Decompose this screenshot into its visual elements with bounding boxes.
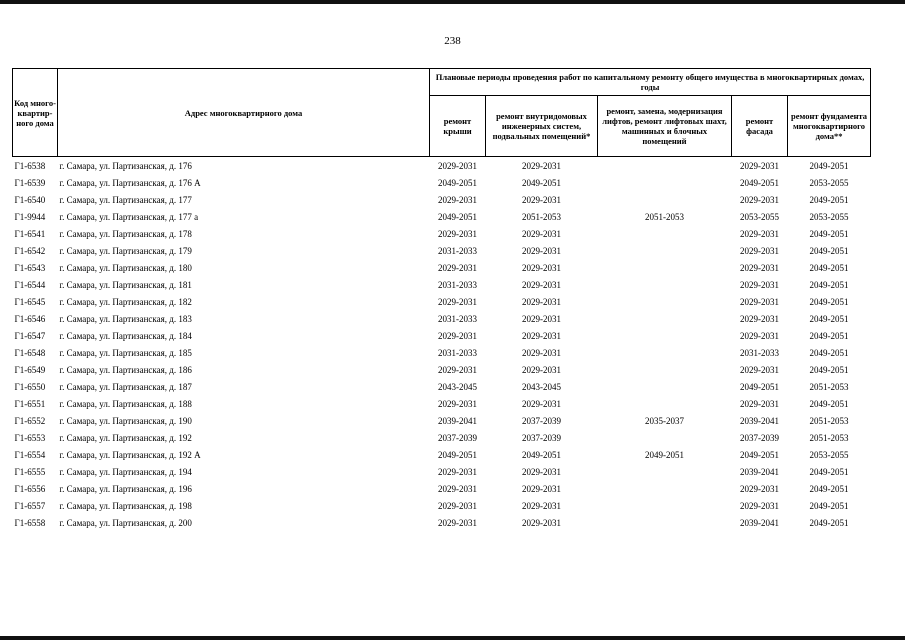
- cell-systems: 2029-2031: [522, 347, 561, 358]
- cell-roof: 2031-2033: [438, 313, 477, 324]
- cell-foundation: 2049-2051: [809, 347, 849, 358]
- cell-address: г. Самара, ул. Партизанская, д. 186: [59, 364, 192, 375]
- cell-roof: 2049-2051: [438, 211, 477, 222]
- cell-systems: 2029-2031: [522, 364, 561, 375]
- cell-foundation: 2053-2055: [809, 211, 849, 222]
- table-row: [13, 480, 871, 497]
- cell-roof: 2029-2031: [438, 364, 477, 375]
- cell-facade: 2029-2031: [740, 364, 779, 375]
- cell-elevators: [598, 276, 732, 293]
- cell-facade: 2029-2031: [740, 245, 779, 256]
- cell-facade: 2029-2031: [740, 296, 779, 307]
- cell-code: Г1-6542: [14, 245, 46, 256]
- cell-elevators: [598, 157, 732, 175]
- cell-address: г. Самара, ул. Партизанская, д. 182: [59, 296, 192, 307]
- cell-address: г. Самара, ул. Партизанская, д. 196: [59, 483, 192, 494]
- cell-address: г. Самара, ул. Партизанская, д. 178: [59, 228, 192, 239]
- cell-roof: 2029-2031: [438, 296, 477, 307]
- cell-foundation: 2053-2055: [809, 177, 849, 188]
- header-foundation: ремонт фундамента многоквартирного дома**: [788, 96, 871, 157]
- cell-facade: 2049-2051: [740, 381, 779, 392]
- cell-roof: 2049-2051: [438, 449, 477, 460]
- cell-facade: 2039-2041: [740, 466, 779, 477]
- cell-roof: 2029-2031: [438, 262, 477, 273]
- cell-elevators: [598, 174, 732, 191]
- cell-foundation: 2049-2051: [809, 228, 849, 239]
- cell-systems: 2029-2031: [522, 330, 561, 341]
- table-body: [13, 157, 871, 532]
- cell-code: Г1-6544: [14, 279, 46, 290]
- cell-systems: 2029-2031: [522, 500, 561, 511]
- cell-code: Г1-6552: [14, 415, 46, 426]
- cell-elevators: [598, 327, 732, 344]
- cell-elevators: [598, 497, 732, 514]
- cell-systems: 2043-2045: [522, 381, 561, 392]
- cell-facade: 2029-2031: [740, 194, 779, 205]
- cell-facade: 2029-2031: [740, 483, 779, 494]
- cell-roof: 2029-2031: [438, 500, 477, 511]
- cell-foundation: 2049-2051: [809, 194, 849, 205]
- cell-code: Г1-6557: [14, 500, 46, 511]
- cell-systems: 2029-2031: [522, 517, 561, 528]
- header-systems: ремонт внутридомовых инженерных систем, подвальных помещений*: [486, 96, 598, 157]
- cell-code: Г1-9944: [14, 211, 46, 222]
- cell-elevators: [598, 242, 732, 259]
- cell-code: Г1-6554: [14, 449, 46, 460]
- table-row: [13, 225, 871, 242]
- cell-address: г. Самара, ул. Партизанская, д. 192 А: [59, 449, 201, 460]
- cell-foundation: 2049-2051: [809, 296, 849, 307]
- cell-roof: 2029-2031: [438, 483, 477, 494]
- table-row: [13, 259, 871, 276]
- header-address: Адрес многоквартирного дома: [58, 69, 430, 157]
- table-row: [13, 208, 871, 225]
- cell-elevators: 2049-2051: [645, 449, 684, 460]
- cell-foundation: 2051-2053: [809, 381, 849, 392]
- table-row: [13, 174, 871, 191]
- cell-code: Г1-6558: [14, 517, 46, 528]
- cell-foundation: 2049-2051: [809, 500, 849, 511]
- cell-systems: 2037-2039: [522, 415, 561, 426]
- cell-code: Г1-6549: [14, 364, 46, 375]
- cell-elevators: 2035-2037: [645, 415, 684, 426]
- cell-address: г. Самара, ул. Партизанская, д. 192: [59, 432, 192, 443]
- cell-foundation: 2049-2051: [809, 517, 849, 528]
- cell-elevators: [598, 514, 732, 531]
- cell-foundation: 2049-2051: [809, 398, 849, 409]
- cell-systems: 2029-2031: [522, 228, 561, 239]
- cell-facade: 2029-2031: [740, 262, 779, 273]
- cell-code: Г1-6543: [14, 262, 46, 273]
- cell-address: г. Самара, ул. Партизанская, д. 176 А: [59, 177, 201, 188]
- cell-systems: 2049-2051: [522, 449, 561, 460]
- cell-address: г. Самара, ул. Партизанская, д. 190: [59, 415, 192, 426]
- cell-code: Г1-6548: [14, 347, 46, 358]
- header-code: Код много-квартир-ного дома: [13, 69, 58, 157]
- table-row: [13, 378, 871, 395]
- cell-elevators: [598, 480, 732, 497]
- table-row: [13, 242, 871, 259]
- cell-roof: 2029-2031: [438, 466, 477, 477]
- bottom-border: [0, 636, 905, 640]
- table-row: [13, 429, 871, 446]
- cell-foundation: 2049-2051: [809, 313, 849, 324]
- cell-address: г. Самара, ул. Партизанская, д. 179: [59, 245, 192, 256]
- cell-code: Г1-6553: [14, 432, 46, 443]
- cell-roof: 2029-2031: [438, 398, 477, 409]
- table-row: [13, 191, 871, 208]
- cell-code: Г1-6541: [14, 228, 46, 239]
- cell-roof: 2029-2031: [438, 194, 477, 205]
- cell-address: г. Самара, ул. Партизанская, д. 188: [59, 398, 192, 409]
- cell-facade: 2031-2033: [740, 347, 779, 358]
- cell-address: г. Самара, ул. Партизанская, д. 185: [59, 347, 192, 358]
- cell-systems: 2051-2053: [522, 211, 561, 222]
- cell-foundation: 2049-2051: [809, 160, 849, 171]
- table-row: [13, 497, 871, 514]
- cell-roof: 2029-2031: [438, 330, 477, 341]
- cell-address: г. Самара, ул. Партизанская, д. 181: [59, 279, 192, 290]
- cell-code: Г1-6540: [14, 194, 46, 205]
- cell-systems: 2029-2031: [522, 194, 561, 205]
- cell-facade: 2053-2055: [740, 211, 779, 222]
- cell-address: г. Самара, ул. Партизанская, д. 177: [59, 194, 192, 205]
- cell-foundation: 2053-2055: [809, 449, 849, 460]
- cell-elevators: [598, 378, 732, 395]
- cell-facade: 2029-2031: [740, 228, 779, 239]
- cell-code: Г1-6545: [14, 296, 46, 307]
- table-row: [13, 293, 871, 310]
- cell-elevators: [598, 395, 732, 412]
- table-row: [13, 157, 871, 175]
- cell-facade: 2039-2041: [740, 415, 779, 426]
- cell-foundation: 2049-2051: [809, 245, 849, 256]
- cell-elevators: [598, 361, 732, 378]
- cell-elevators: [598, 259, 732, 276]
- cell-address: г. Самара, ул. Партизанская, д. 198: [59, 500, 192, 511]
- cell-facade: 2029-2031: [740, 279, 779, 290]
- cell-systems: 2049-2051: [522, 177, 561, 188]
- top-border: [0, 0, 905, 4]
- cell-foundation: 2049-2051: [809, 466, 849, 477]
- cell-roof: 2031-2033: [438, 245, 477, 256]
- cell-code: Г1-6556: [14, 483, 46, 494]
- cell-address: г. Самара, ул. Партизанская, д. 180: [59, 262, 192, 273]
- cell-code: Г1-6538: [14, 160, 46, 171]
- cell-systems: 2029-2031: [522, 313, 561, 324]
- table-row: [13, 412, 871, 429]
- cell-roof: 2043-2045: [438, 381, 477, 392]
- capital-repair-table: [12, 68, 871, 531]
- cell-foundation: 2049-2051: [809, 330, 849, 341]
- cell-code: Г1-6547: [14, 330, 46, 341]
- cell-elevators: [598, 191, 732, 208]
- table-row: [13, 310, 871, 327]
- cell-elevators: [598, 344, 732, 361]
- table-row: [13, 395, 871, 412]
- cell-address: г. Самара, ул. Партизанская, д. 200: [59, 517, 192, 528]
- cell-code: Г1-6551: [14, 398, 46, 409]
- cell-facade: 2029-2031: [740, 313, 779, 324]
- cell-foundation: 2049-2051: [809, 483, 849, 494]
- cell-systems: 2029-2031: [522, 466, 561, 477]
- cell-facade: 2037-2039: [740, 432, 779, 443]
- cell-roof: 2037-2039: [438, 432, 477, 443]
- table-row: [13, 361, 871, 378]
- cell-systems: 2037-2039: [522, 432, 561, 443]
- cell-systems: 2029-2031: [522, 296, 561, 307]
- cell-systems: 2029-2031: [522, 279, 561, 290]
- cell-roof: 2029-2031: [438, 517, 477, 528]
- table-row: [13, 327, 871, 344]
- page-number: 238: [444, 35, 461, 47]
- header-facade: ремонт фасада: [732, 96, 788, 157]
- cell-elevators: [598, 293, 732, 310]
- cell-systems: 2029-2031: [522, 483, 561, 494]
- table-row: [13, 514, 871, 531]
- table-row: [13, 344, 871, 361]
- cell-systems: 2029-2031: [522, 262, 561, 273]
- cell-foundation: 2049-2051: [809, 364, 849, 375]
- cell-systems: 2029-2031: [522, 245, 561, 256]
- cell-address: г. Самара, ул. Партизанская, д. 194: [59, 466, 192, 477]
- cell-elevators: [598, 463, 732, 480]
- table-row: [13, 446, 871, 463]
- cell-roof: 2031-2033: [438, 347, 477, 358]
- cell-systems: 2029-2031: [522, 160, 561, 171]
- cell-code: Г1-6550: [14, 381, 46, 392]
- table-row: [13, 463, 871, 480]
- header-roof: ремонт крыши: [430, 96, 486, 157]
- cell-elevators: [598, 429, 732, 446]
- cell-foundation: 2049-2051: [809, 262, 849, 273]
- cell-facade: 2029-2031: [740, 398, 779, 409]
- cell-foundation: 2049-2051: [809, 279, 849, 290]
- cell-facade: 2049-2051: [740, 449, 779, 460]
- cell-address: г. Самара, ул. Партизанская, д. 183: [59, 313, 192, 324]
- cell-roof: 2031-2033: [438, 279, 477, 290]
- cell-address: г. Самара, ул. Партизанская, д. 184: [59, 330, 192, 341]
- cell-address: г. Самара, ул. Партизанская, д. 187: [59, 381, 192, 392]
- cell-code: Г1-6546: [14, 313, 46, 324]
- cell-facade: 2039-2041: [740, 517, 779, 528]
- cell-facade: 2029-2031: [740, 330, 779, 341]
- cell-elevators: [598, 225, 732, 242]
- header-elevators: ремонт, замена, модернизация лифтов, ремонт лифтовых шахт, машинных и блочных помещений: [598, 96, 732, 157]
- cell-code: Г1-6539: [14, 177, 46, 188]
- cell-systems: 2029-2031: [522, 398, 561, 409]
- cell-roof: 2049-2051: [438, 177, 477, 188]
- cell-facade: 2029-2031: [740, 500, 779, 511]
- cell-roof: 2029-2031: [438, 160, 477, 171]
- cell-code: Г1-6555: [14, 466, 46, 477]
- cell-foundation: 2051-2053: [809, 432, 849, 443]
- cell-foundation: 2051-2053: [809, 415, 849, 426]
- cell-roof: 2039-2041: [438, 415, 477, 426]
- cell-facade: 2029-2031: [740, 160, 779, 171]
- cell-facade: 2049-2051: [740, 177, 779, 188]
- header-group: Плановые периоды проведения работ по капитальному ремонту общего имущества в многоквартирных домах, годы: [430, 69, 871, 96]
- table-row: [13, 276, 871, 293]
- cell-address: г. Самара, ул. Партизанская, д. 177 а: [59, 211, 199, 222]
- cell-elevators: 2051-2053: [645, 211, 684, 222]
- cell-address: г. Самара, ул. Партизанская, д. 176: [59, 160, 192, 171]
- cell-elevators: [598, 310, 732, 327]
- cell-roof: 2029-2031: [438, 228, 477, 239]
